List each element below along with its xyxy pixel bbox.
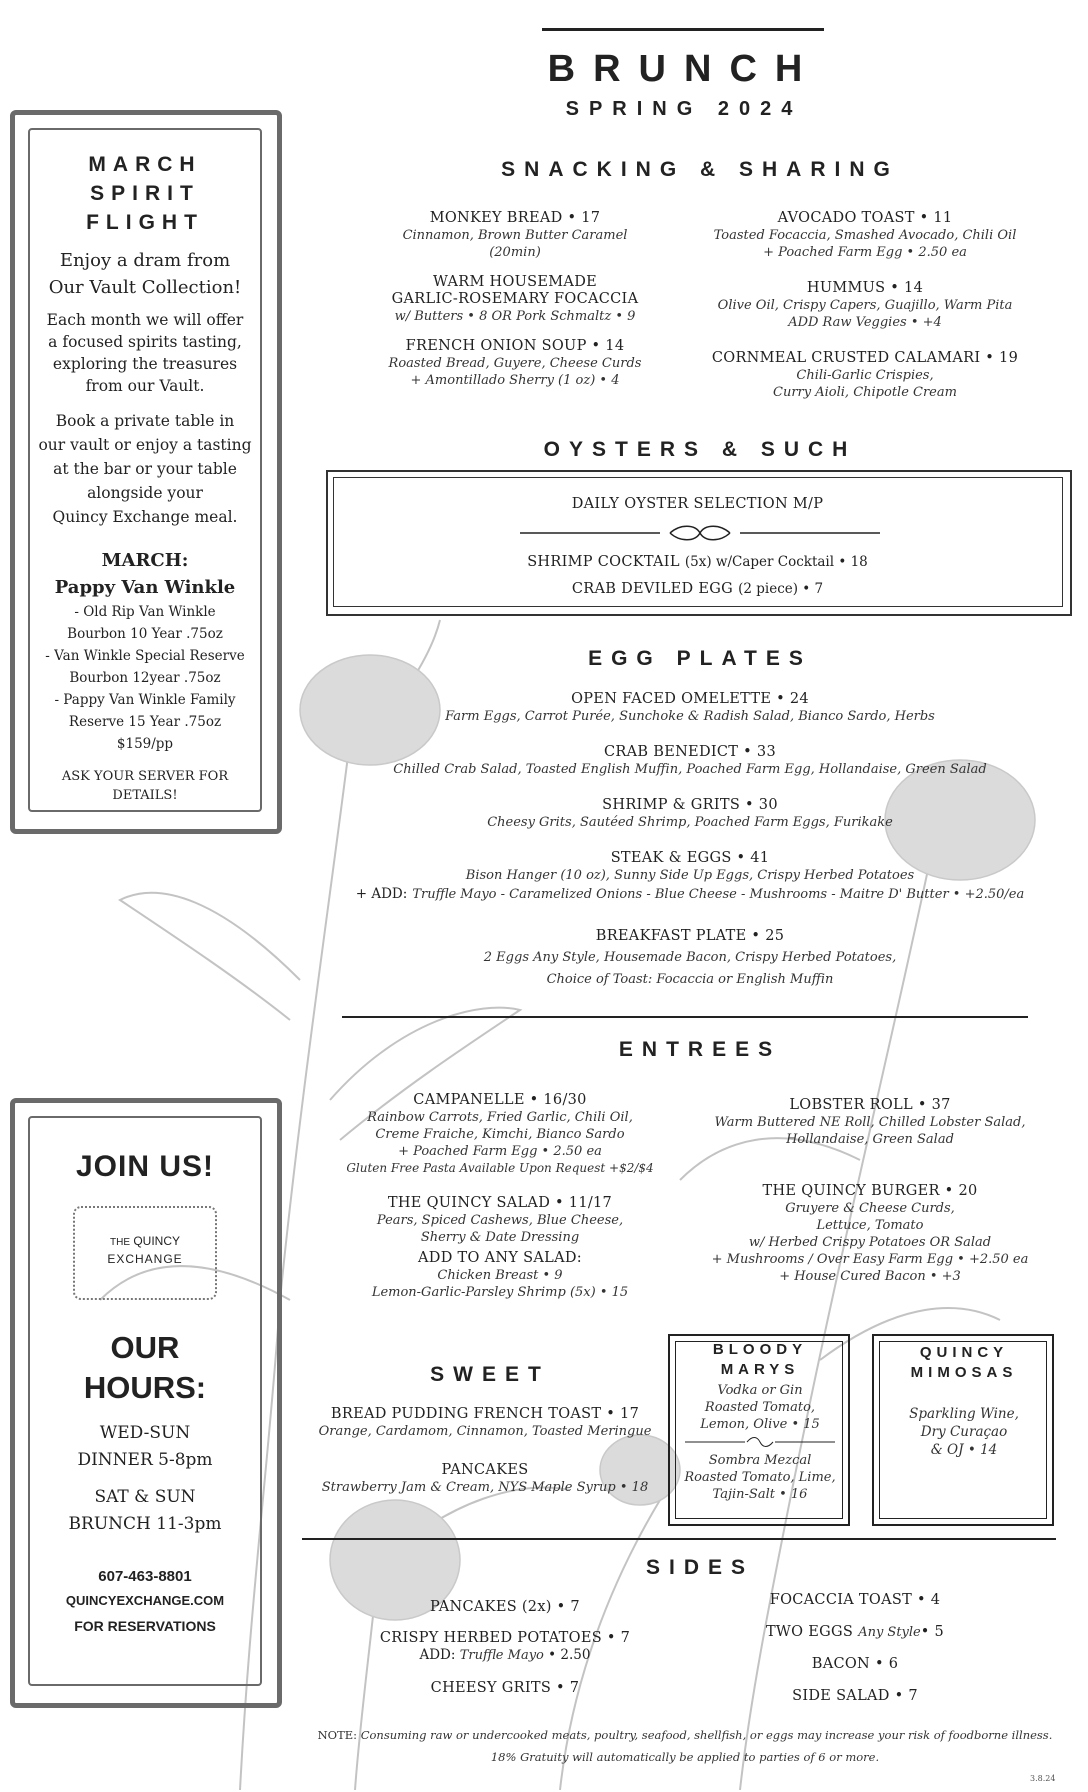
- item-desc: ADD Raw Veggies • +4: [788, 315, 942, 330]
- bloody-marys-title: [670, 1340, 850, 1380]
- booking-line: Book a private table in: [55, 412, 235, 430]
- note-label: NOTE:: [317, 1728, 358, 1742]
- header-top-rule: [542, 28, 824, 31]
- item-name: DAILY OYSTER SELECTION M/P: [571, 496, 824, 512]
- flight-price: $159/pp: [116, 736, 174, 752]
- bloody-mary-mezcal: [670, 1452, 850, 1503]
- bloody-marys-content: [670, 1340, 850, 1503]
- spirit-flight-booking: [30, 409, 260, 529]
- item-desc: Choice of Toast: Focaccia or English Muffin: [546, 972, 834, 987]
- menu-item: [670, 1183, 1070, 1285]
- ask-line: ASK YOUR SERVER FOR: [61, 769, 229, 784]
- menu-item: [300, 925, 1080, 991]
- hours-days: WED-SUN: [99, 1423, 191, 1443]
- booking-line: Quincy Exchange meal.: [52, 508, 238, 526]
- item-desc: (20min): [489, 245, 541, 260]
- item-name: TWO EGGS: [765, 1624, 854, 1640]
- snacking-right-column: [680, 210, 1050, 401]
- body-line: Each month we will offer: [46, 311, 244, 329]
- flight-list-line: - Old Rip Van Winkle: [74, 604, 216, 620]
- item-desc: Rainbow Carrots, Fried Garlic, Chili Oil,: [367, 1110, 633, 1125]
- item-name: PANCAKES (2x) • 7: [430, 1599, 580, 1615]
- sweet-heading: SWEET: [430, 1363, 550, 1386]
- item-price: • 5: [920, 1624, 945, 1640]
- side-item: [690, 1622, 1020, 1641]
- item-desc: Gruyere & Cheese Curds,: [785, 1201, 955, 1216]
- drink-title-line: QUINCY: [919, 1344, 1009, 1361]
- ornament-divider: [520, 524, 880, 542]
- booking-line: our vault or enjoy a tasting: [38, 436, 252, 454]
- item-name: SHRIMP COCKTAIL: [527, 554, 680, 570]
- item-name: THE QUINCY BURGER • 20: [762, 1183, 978, 1199]
- spirit-flight-title-line: FLIGHT: [86, 211, 204, 234]
- item-desc: Chilled Crab Salad, Toasted English Muffin, Poached Farm Egg, Hollandaise, Green Salad: [393, 762, 987, 777]
- mimosas-content: [874, 1343, 1054, 1459]
- drink-line: Dry Curaçao: [920, 1424, 1008, 1440]
- item-name: MONKEY BREAD • 17: [429, 210, 601, 226]
- oyster-daily: [340, 496, 1055, 513]
- hours-weekday: [30, 1420, 260, 1474]
- menu-item: [350, 274, 680, 325]
- sweet-list: [305, 1406, 665, 1496]
- hours-title-line: OUR: [110, 1330, 180, 1365]
- egg-plates-heading: EGG PLATES: [588, 647, 812, 670]
- egg-plates-list: [300, 691, 1080, 991]
- flight-list-line: Bourbon 12year .75oz: [69, 670, 221, 686]
- item-name: WARM HOUSEMADE: [432, 274, 598, 290]
- spirit-flight-title-line: MARCH: [88, 153, 202, 176]
- drink-title-line: MARYS: [720, 1361, 800, 1378]
- menu-item: [300, 691, 1080, 725]
- intro-line: Enjoy a dram from: [59, 250, 231, 271]
- item-desc: Cinnamon, Brown Butter Caramel: [402, 228, 628, 243]
- item-price: • 2.50: [548, 1647, 591, 1663]
- oyster-crab: [340, 579, 1055, 598]
- intro-line: Our Vault Collection!: [48, 277, 242, 298]
- menu-item: [680, 350, 1050, 401]
- menu-item: [330, 1250, 670, 1301]
- logo-line-1: [75, 1234, 215, 1248]
- flight-list-line: - Van Winkle Special Reserve: [45, 648, 245, 664]
- item-name: THE QUINCY SALAD • 11/17: [387, 1195, 613, 1211]
- drink-line: Sparkling Wine,: [909, 1406, 1019, 1422]
- item-desc: Roasted Bread, Guyere, Cheese Curds: [388, 356, 642, 371]
- add-label: + ADD:: [355, 886, 408, 902]
- hours-weekend: [30, 1484, 260, 1538]
- drink-line: & OJ • 14: [930, 1442, 998, 1458]
- item-name: CAMPANELLE • 16/30: [413, 1092, 587, 1108]
- item-desc: 2 Eggs Any Style, Housemade Bacon, Crispy Herbed Potatoes,: [483, 950, 897, 965]
- section-divider: [342, 1016, 1028, 1018]
- print-date: 3.8.24: [1030, 1774, 1056, 1783]
- hours-times: DINNER 5-8pm: [77, 1450, 213, 1470]
- body-line: exploring the treasures: [52, 355, 238, 373]
- side-item: [340, 1630, 670, 1664]
- hours-title-line: HOURS:: [83, 1370, 207, 1405]
- item-name: STEAK & EGGS • 41: [610, 850, 770, 866]
- spirit-flight-title: [30, 150, 260, 237]
- item-desc: Hollandaise, Green Salad: [786, 1132, 954, 1147]
- body-line: from our Vault.: [85, 377, 205, 395]
- hours-title: [30, 1328, 260, 1408]
- item-desc: + Mushrooms / Over Easy Farm Egg • +2.50 ea: [711, 1252, 1029, 1267]
- booking-line: at the bar or your table: [53, 460, 237, 478]
- website-link[interactable]: QUINCYEXCHANGE.COM: [65, 1593, 225, 1608]
- drink-title-line: BLOODY: [712, 1341, 808, 1358]
- item-desc: Lettuce, Tomato: [816, 1218, 924, 1233]
- entrees-left-column: [330, 1092, 670, 1301]
- item-desc: Sherry & Date Dressing: [420, 1230, 580, 1245]
- ask-line: DETAILS!: [112, 788, 178, 803]
- item-name: LOBSTER ROLL • 37: [789, 1097, 951, 1113]
- item-desc: Chicken Breast • 9: [437, 1268, 563, 1283]
- item-desc: Any Style: [858, 1625, 921, 1640]
- item-desc: Toasted Focaccia, Smashed Avocado, Chili Oil: [713, 228, 1017, 243]
- snacking-left-column: [350, 210, 680, 389]
- item-name: GARLIC-ROSEMARY FOCACCIA: [391, 291, 639, 307]
- menu-item: [350, 210, 680, 261]
- item-desc: Chili-Garlic Crispies,: [796, 368, 934, 383]
- mimosas-title: [874, 1343, 1054, 1383]
- spirit-flight-title-line: SPIRIT: [90, 182, 200, 205]
- item-desc: w/ Herbed Crispy Potatoes OR Salad: [748, 1235, 992, 1250]
- item-desc: Olive Oil, Crispy Capers, Guajillo, Warm Pita: [717, 298, 1013, 313]
- item-desc: Farm Eggs, Carrot Purée, Sunchoke & Radish Salad, Bianco Sardo, Herbs: [445, 709, 935, 724]
- item-name: CRAB DEVILED EGG: [571, 581, 733, 597]
- item-desc: Gluten Free Pasta Available Upon Request +$2/$4: [346, 1161, 654, 1175]
- logo-exchange: EXCHANGE: [107, 1252, 183, 1266]
- item-name: CHEESY GRITS • 7: [430, 1680, 580, 1696]
- section-divider: [302, 1538, 1056, 1540]
- item-name: BREAD PUDDING FRENCH TOAST • 17: [330, 1406, 640, 1422]
- menu-title: BRUNCH: [547, 48, 821, 90]
- item-desc: + Poached Farm Egg • 2.50 ea: [763, 245, 967, 260]
- bloody-mary-vodka: [670, 1382, 850, 1433]
- phone-number[interactable]: 607-463-8801: [98, 1568, 192, 1585]
- menu-item: [330, 1195, 670, 1246]
- side-item: [690, 1654, 1020, 1673]
- sides-left-column: [340, 1594, 670, 1697]
- item-desc: (2 piece) • 7: [738, 581, 824, 597]
- ornament-divider: [685, 1436, 835, 1448]
- logo-the: THE: [109, 1237, 130, 1248]
- side-item: [690, 1686, 1020, 1705]
- footer-notes: [300, 1724, 1070, 1768]
- item-desc: Creme Fraiche, Kimchi, Bianco Sardo: [375, 1127, 625, 1142]
- item-desc: Truffle Mayo - Caramelized Onions - Blue Cheese - Mushrooms - Maitre D' Butter • +2.50/ea: [412, 887, 1025, 902]
- booking-line: alongside your: [87, 484, 203, 502]
- menu-item: [680, 280, 1050, 331]
- drink-line: Roasted Tomato, Lime,: [684, 1470, 836, 1485]
- menu-item: [305, 1406, 665, 1440]
- join-us-title: JOIN US!: [75, 1150, 215, 1183]
- item-desc: Orange, Cardamom, Cinnamon, Toasted Meringue: [318, 1424, 652, 1439]
- flight-list-line: Bourbon 10 Year .75oz: [67, 626, 223, 642]
- drink-line: Lemon, Olive • 15: [700, 1417, 820, 1432]
- add-label: ADD:: [419, 1647, 456, 1663]
- spirit-flight-feature: Pappy Van Winkle: [54, 577, 236, 598]
- entrees-heading: ENTREES: [618, 1038, 782, 1061]
- menu-item: [350, 338, 680, 389]
- item-name: FOCACCIA TOAST • 4: [769, 1592, 941, 1608]
- menu-item: [680, 210, 1050, 261]
- spirit-flight-list: [30, 601, 260, 755]
- drink-title-line: MIMOSAS: [910, 1364, 1018, 1381]
- sides-heading: SIDES: [645, 1556, 755, 1579]
- drink-line: Roasted Tomato,: [704, 1400, 816, 1415]
- logo-quincy: QUINCY: [133, 1234, 180, 1248]
- item-desc: Cheesy Grits, Sautéed Shrimp, Poached Farm Eggs, Furikake: [487, 815, 893, 830]
- item-name: BACON • 6: [811, 1656, 899, 1672]
- hours-times: BRUNCH 11-3pm: [68, 1514, 222, 1534]
- item-desc: Curry Aioli, Chipotle Cream: [773, 385, 957, 400]
- reservations-label: FOR RESERVATIONS: [74, 1618, 216, 1634]
- item-desc: Lemon-Garlic-Parsley Shrimp (5x) • 15: [371, 1285, 629, 1300]
- item-desc: + Amontillado Sherry (1 oz) • 4: [410, 373, 620, 388]
- body-line: a focused spirits tasting,: [48, 333, 242, 351]
- item-name: CRISPY HERBED POTATOES • 7: [379, 1630, 631, 1646]
- item-name: HUMMUS • 14: [806, 280, 924, 296]
- menu-item: [305, 1462, 665, 1496]
- menu-item: [330, 1092, 670, 1177]
- item-desc: Truffle Mayo: [459, 1648, 544, 1663]
- flight-list-line: Reserve 15 Year .75oz: [68, 714, 222, 730]
- drink-line: Sombra Mezcal: [708, 1453, 812, 1468]
- quincy-exchange-logo: [73, 1206, 217, 1300]
- item-desc: w/ Butters • 8 OR Pork Schmaltz • 9: [394, 309, 636, 324]
- item-name: OPEN FACED OMELETTE • 24: [571, 691, 809, 707]
- menu-item: [670, 1097, 1070, 1148]
- side-item: [690, 1590, 1020, 1609]
- menu-item: [300, 850, 1080, 903]
- spirit-flight-body: [30, 309, 260, 397]
- item-name: CRAB BENEDICT • 33: [603, 744, 776, 760]
- side-item: [340, 1598, 670, 1616]
- item-desc: + House Cured Bacon • +3: [779, 1269, 961, 1284]
- drink-line: Tajin-Salt • 16: [712, 1487, 808, 1502]
- item-name: BREAKFAST PLATE • 25: [595, 928, 785, 944]
- oyster-shrimp: [340, 552, 1055, 571]
- hours-days: SAT & SUN: [94, 1487, 196, 1507]
- drink-line: Vodka or Gin: [717, 1383, 803, 1398]
- join-us-content: [30, 1150, 260, 1634]
- snacking-heading: SNACKING & SHARING: [501, 158, 899, 181]
- menu-item: [300, 797, 1080, 831]
- item-name: SHRIMP & GRITS • 30: [602, 797, 778, 813]
- item-name: AVOCADO TOAST • 11: [777, 210, 953, 226]
- spirit-flight-ask: [30, 767, 260, 805]
- side-item: [340, 1678, 670, 1697]
- item-desc: (5x) w/Caper Cocktail • 18: [684, 554, 868, 570]
- entrees-right-column: [670, 1097, 1070, 1285]
- gratuity-note: 18% Gratuity will automatically be applied to parties of 6 or more.: [490, 1750, 880, 1764]
- menu-subtitle: SPRING 2024: [565, 98, 803, 120]
- foodborne-note: Consuming raw or undercooked meats, poultry, seafood, shellfish, or eggs may increase your risk of foodborne illness.: [360, 1728, 1053, 1742]
- item-desc: + Poached Farm Egg • 2.50 ea: [398, 1144, 602, 1159]
- item-desc: Bison Hanger (10 oz), Sunny Side Up Eggs, Crispy Herbed Potatoes: [465, 868, 915, 883]
- item-name: CORNMEAL CRUSTED CALAMARI • 19: [711, 350, 1019, 366]
- menu-item: [300, 744, 1080, 778]
- item-desc: Pears, Spiced Cashews, Blue Cheese,: [376, 1213, 624, 1228]
- item-desc: Strawberry Jam & Cream, NYS Maple Syrup • 18: [321, 1480, 649, 1495]
- spirit-flight-month: MARCH:: [101, 550, 189, 571]
- mimosa-description: [874, 1405, 1054, 1459]
- spirit-flight-content: [30, 150, 260, 805]
- oysters-heading: OYSTERS & SUCH: [543, 438, 857, 461]
- item-name: FRENCH ONION SOUP • 14: [405, 338, 625, 354]
- spirit-flight-intro: [30, 247, 260, 301]
- item-desc: Warm Buttered NE Roll, Chilled Lobster Salad,: [714, 1115, 1026, 1130]
- item-name: PANCAKES: [441, 1462, 529, 1478]
- item-name: SIDE SALAD • 7: [792, 1688, 918, 1704]
- sides-right-column: [690, 1590, 1020, 1705]
- item-name: ADD TO ANY SALAD:: [418, 1250, 582, 1266]
- flight-list-line: - Pappy Van Winkle Family: [54, 692, 236, 708]
